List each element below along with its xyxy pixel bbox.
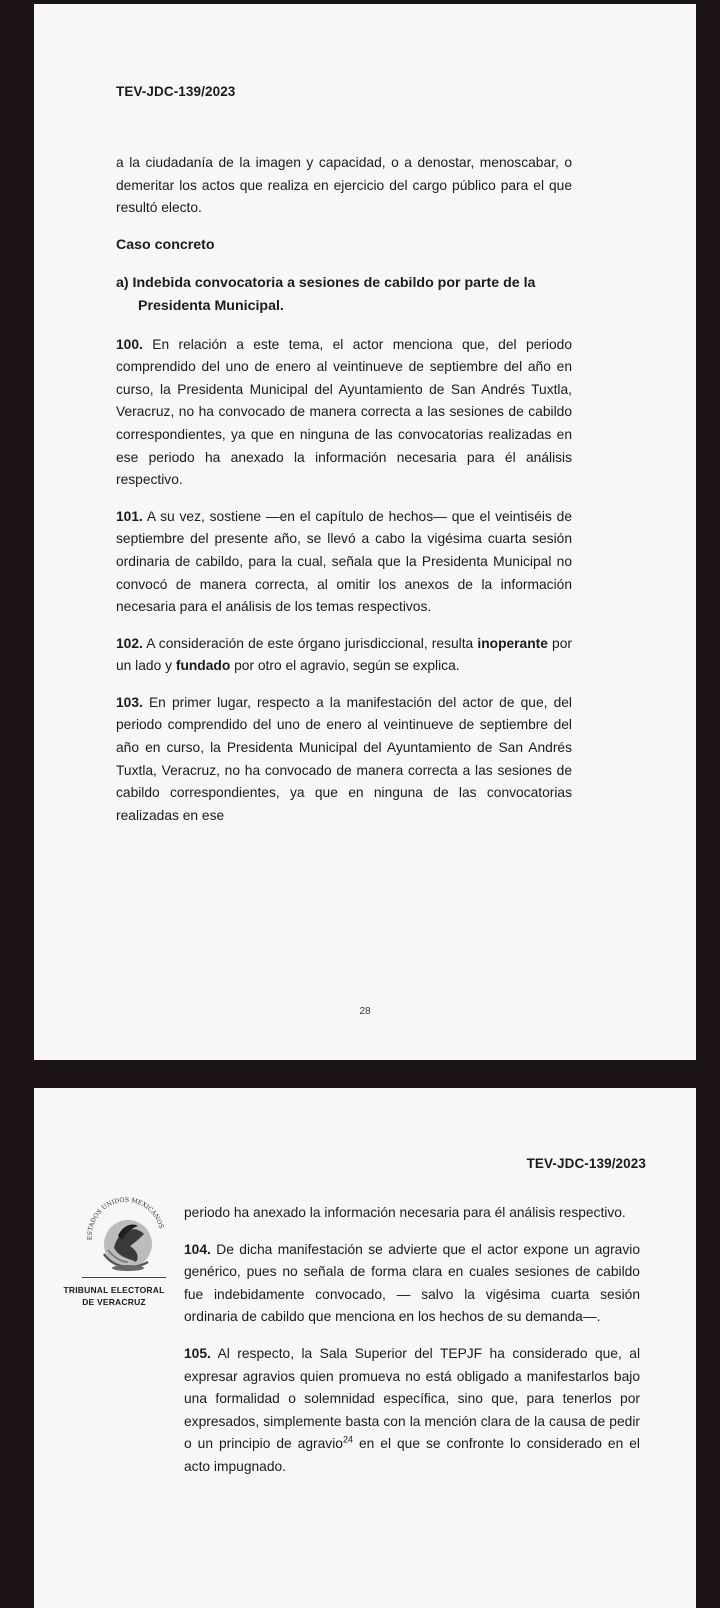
tribunal-line-1: TRIBUNAL ELECTORAL: [63, 1285, 165, 1295]
page-body: [184, 1202, 640, 1493]
paragraph-text: De dicha manifestación se advierte que el actor expone un agravio genérico, pues no señala de forma clara en cuales sesiones de cabildo fue indebidamente convocado, — salvo la vigésima cuarta sesión ordinaria de cabildo que menciona en los hechos de su demanda—.: [184, 1241, 640, 1325]
paragraph-105: [184, 1343, 640, 1479]
paragraph-text: En relación a este tema, el actor menciona que, del periodo comprendido del uno de enero al veintinueve de septiembre del año en curso, la Presidenta Municipal del Ayuntamiento de San Andrés Tuxtla, Veracruz, no ha convocado de manera correcta a las sesiones de cabildo correspondientes, ya que en ninguna de las convocatorias realizadas en ese periodo ha anexado la información necesaria para él análisis respectivo.: [116, 336, 572, 488]
case-number: TEV-JDC-139/2023: [116, 84, 236, 99]
paragraph-text: En primer lugar, respecto a la manifestación del actor de que, del periodo comprendido del uno de enero al veintinueve de septiembre del año en curso, la Presidenta Municipal del Ayuntamiento de San Andrés Tuxtla, Veracruz, no ha convocado de manera correcta a las sesiones de cabildo correspondientes, ya que en ninguna de las convocatorias realizadas en ese: [116, 694, 572, 823]
paragraph-102: [116, 633, 572, 678]
document-page-29: [34, 1088, 696, 1608]
tribunal-label: [54, 1284, 174, 1308]
paragraph-text: por otro el agravio, según se explica.: [234, 658, 460, 674]
continuation-text: a la ciudadanía de la imagen y capacidad, o a denostar, menoscabar, o demeritar los actos que realiza en ejercicio del cargo público para el que resultó electo.: [116, 155, 572, 216]
paragraph-101: [116, 506, 572, 619]
footnote-marker[interactable]: 24: [342, 1434, 353, 1445]
tribunal-line-2: DE VERACRUZ: [82, 1297, 146, 1307]
seal-inscription: ESTADOS UNIDOS MEXICANOS: [86, 1196, 165, 1241]
paragraph-text: Al respecto, la Sala Superior del TEPJF ha considerado que, al expresar agravios quien promueva no está obligado a manifestarlos bajo una formalidad o solemnidad específica, sino que, para tenerlos por expresados, simplemente basta con la mención clara de la causa de pedir o un principio de agravio: [184, 1345, 641, 1452]
page-number: 28: [359, 1006, 371, 1017]
document-page-28: [34, 4, 696, 1060]
paragraph-number: 105.: [184, 1345, 211, 1361]
paragraph-text: en el que se confronte lo considerado en el acto impugnado.: [184, 1436, 640, 1474]
emphasis-inoperante: inoperante: [477, 635, 548, 651]
paragraph-100: [116, 334, 572, 492]
paragraph-text: A su vez, sostiene —en el capítulo de hechos— que el veintiséis de septiembre del presente año, se llevó a cabo la vigésima cuarta sesión ordinaria de cabildo, para la cual, señala que la Presidenta Municipal no convocó de manera correcta, al omitir los anexos de la información necesaria para el análisis de los temas respectivos.: [116, 508, 572, 615]
paragraph-text: por un lado y: [116, 635, 572, 674]
paragraph-number: 100.: [116, 336, 143, 352]
paragraph-number: 102.: [116, 635, 143, 651]
paragraph-104: [184, 1239, 640, 1329]
case-number: TEV-JDC-139/2023: [526, 1156, 646, 1171]
paragraph-number: 101.: [116, 508, 143, 524]
emphasis-fundado: fundado: [175, 658, 231, 674]
item-heading: a) Indebida convocatoria a sesiones de cabildo por parte de la Presidenta Municipal.: [116, 275, 536, 314]
section-heading: Caso concreto: [116, 236, 215, 253]
page-body: [116, 152, 572, 841]
national-seal-icon: [74, 1188, 174, 1284]
seal-divider: [82, 1277, 166, 1278]
continuation-text: periodo ha anexado la información necesaria para él análisis respectivo.: [184, 1205, 626, 1220]
paragraph-number: 104.: [184, 1241, 211, 1257]
paragraph-103: [116, 692, 572, 828]
paragraph-text: A consideración de este órgano jurisdiccional, resulta: [146, 635, 474, 651]
paragraph-number: 103.: [116, 694, 143, 710]
